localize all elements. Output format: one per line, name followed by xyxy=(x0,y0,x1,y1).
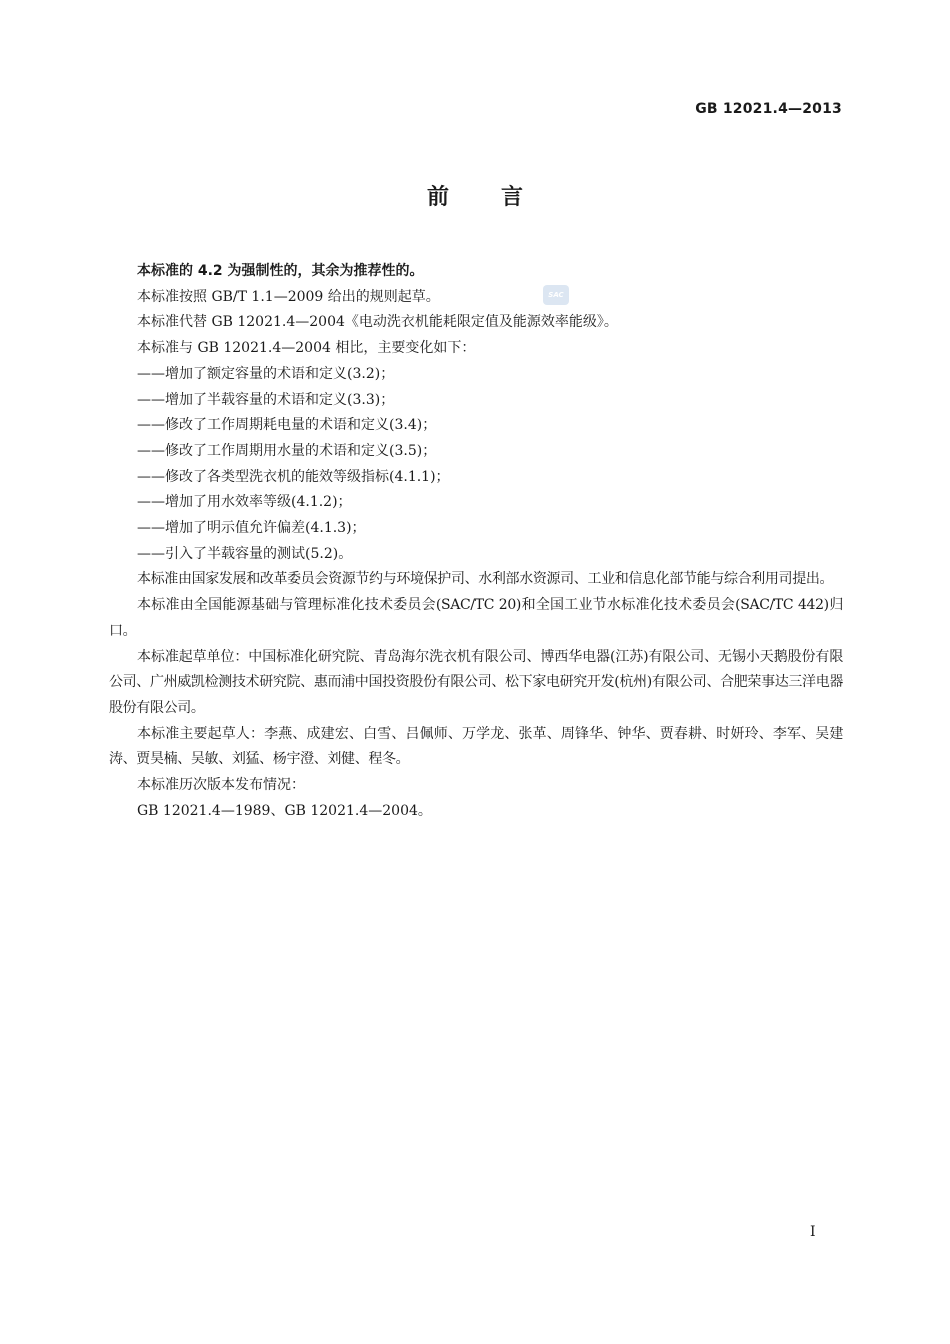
change-list-item: ——增加了明示值允许偏差(4.1.3)； xyxy=(137,520,366,537)
replacement-paragraph: 本标准代替 GB 12021.4—2004《电动洗衣机能耗限定值及能源效率能级》。 xyxy=(137,314,618,331)
change-list-item: ——修改了各类型洗衣机的能效等级指标(4.1.1)； xyxy=(137,468,450,485)
changes-intro-paragraph: 本标准与 GB 12021.4—2004 相比，主要变化如下： xyxy=(137,340,476,357)
drafters-paragraph: 本标准主要起草人：李燕、成建宏、白雪、吕佩师、万学龙、张革、周锋华、钟华、贾春耕、时妍玲、李军、吴建涛、贾昊楠、吴敏、刘猛、杨宇澄、刘健、程冬。 xyxy=(109,725,843,768)
mandatory-clause-statement: 本标准的 4.2 为强制性的，其余为推荐性的。 xyxy=(137,263,424,279)
proposer-paragraph: 本标准由国家发展和改革委员会资源节约与环境保护司、水利部水资源司、工业和信息化部节能与综合利用司提出。 xyxy=(137,571,834,588)
foreword-body xyxy=(109,259,843,824)
administration-paragraph: 本标准由全国能源基础与管理标准化技术委员会(SAC/TC 20)和全国工业节水标准化技术委员会(SAC/TC 442)归口。 xyxy=(109,597,843,639)
change-list-item: ——增加了额定容量的术语和定义(3.2)； xyxy=(137,365,395,382)
change-list-item: ——修改了工作周期耗电量的术语和定义(3.4)； xyxy=(137,417,437,434)
change-list-item: ——修改了工作周期用水量的术语和定义(3.5)； xyxy=(137,442,437,459)
page-number: I xyxy=(810,1224,816,1240)
drafting-rules-paragraph: 本标准按照 GB/T 1.1—2009 给出的规则起草。 xyxy=(137,288,440,305)
version-history-heading: 本标准历次版本发布情况： xyxy=(137,777,305,794)
change-list-item: ——增加了用水效率等级(4.1.2)； xyxy=(137,494,352,511)
page-title: 前言 xyxy=(426,185,575,210)
drafting-units-paragraph: 本标准起草单位：中国标准化研究院、青岛海尔洗衣机有限公司、博西华电器(江苏)有限公司、无锡小天鹅股份有限公司、广州威凯检测技术研究院、惠而浦中国投资股份有限公司、松下家电研究开发(杭州)有限公司、合肥荣事达三洋电器股份有限公司。 xyxy=(109,648,843,716)
standard-code: GB 12021.4—2013 xyxy=(695,101,842,117)
sac-logo-icon: SAC xyxy=(543,285,569,305)
change-list-item: ——增加了半载容量的术语和定义(3.3)； xyxy=(137,391,395,408)
version-history-list: GB 12021.4—1989、GB 12021.4—2004。 xyxy=(137,802,432,819)
change-list-item: ——引入了半载容量的测试(5.2)。 xyxy=(137,545,353,562)
